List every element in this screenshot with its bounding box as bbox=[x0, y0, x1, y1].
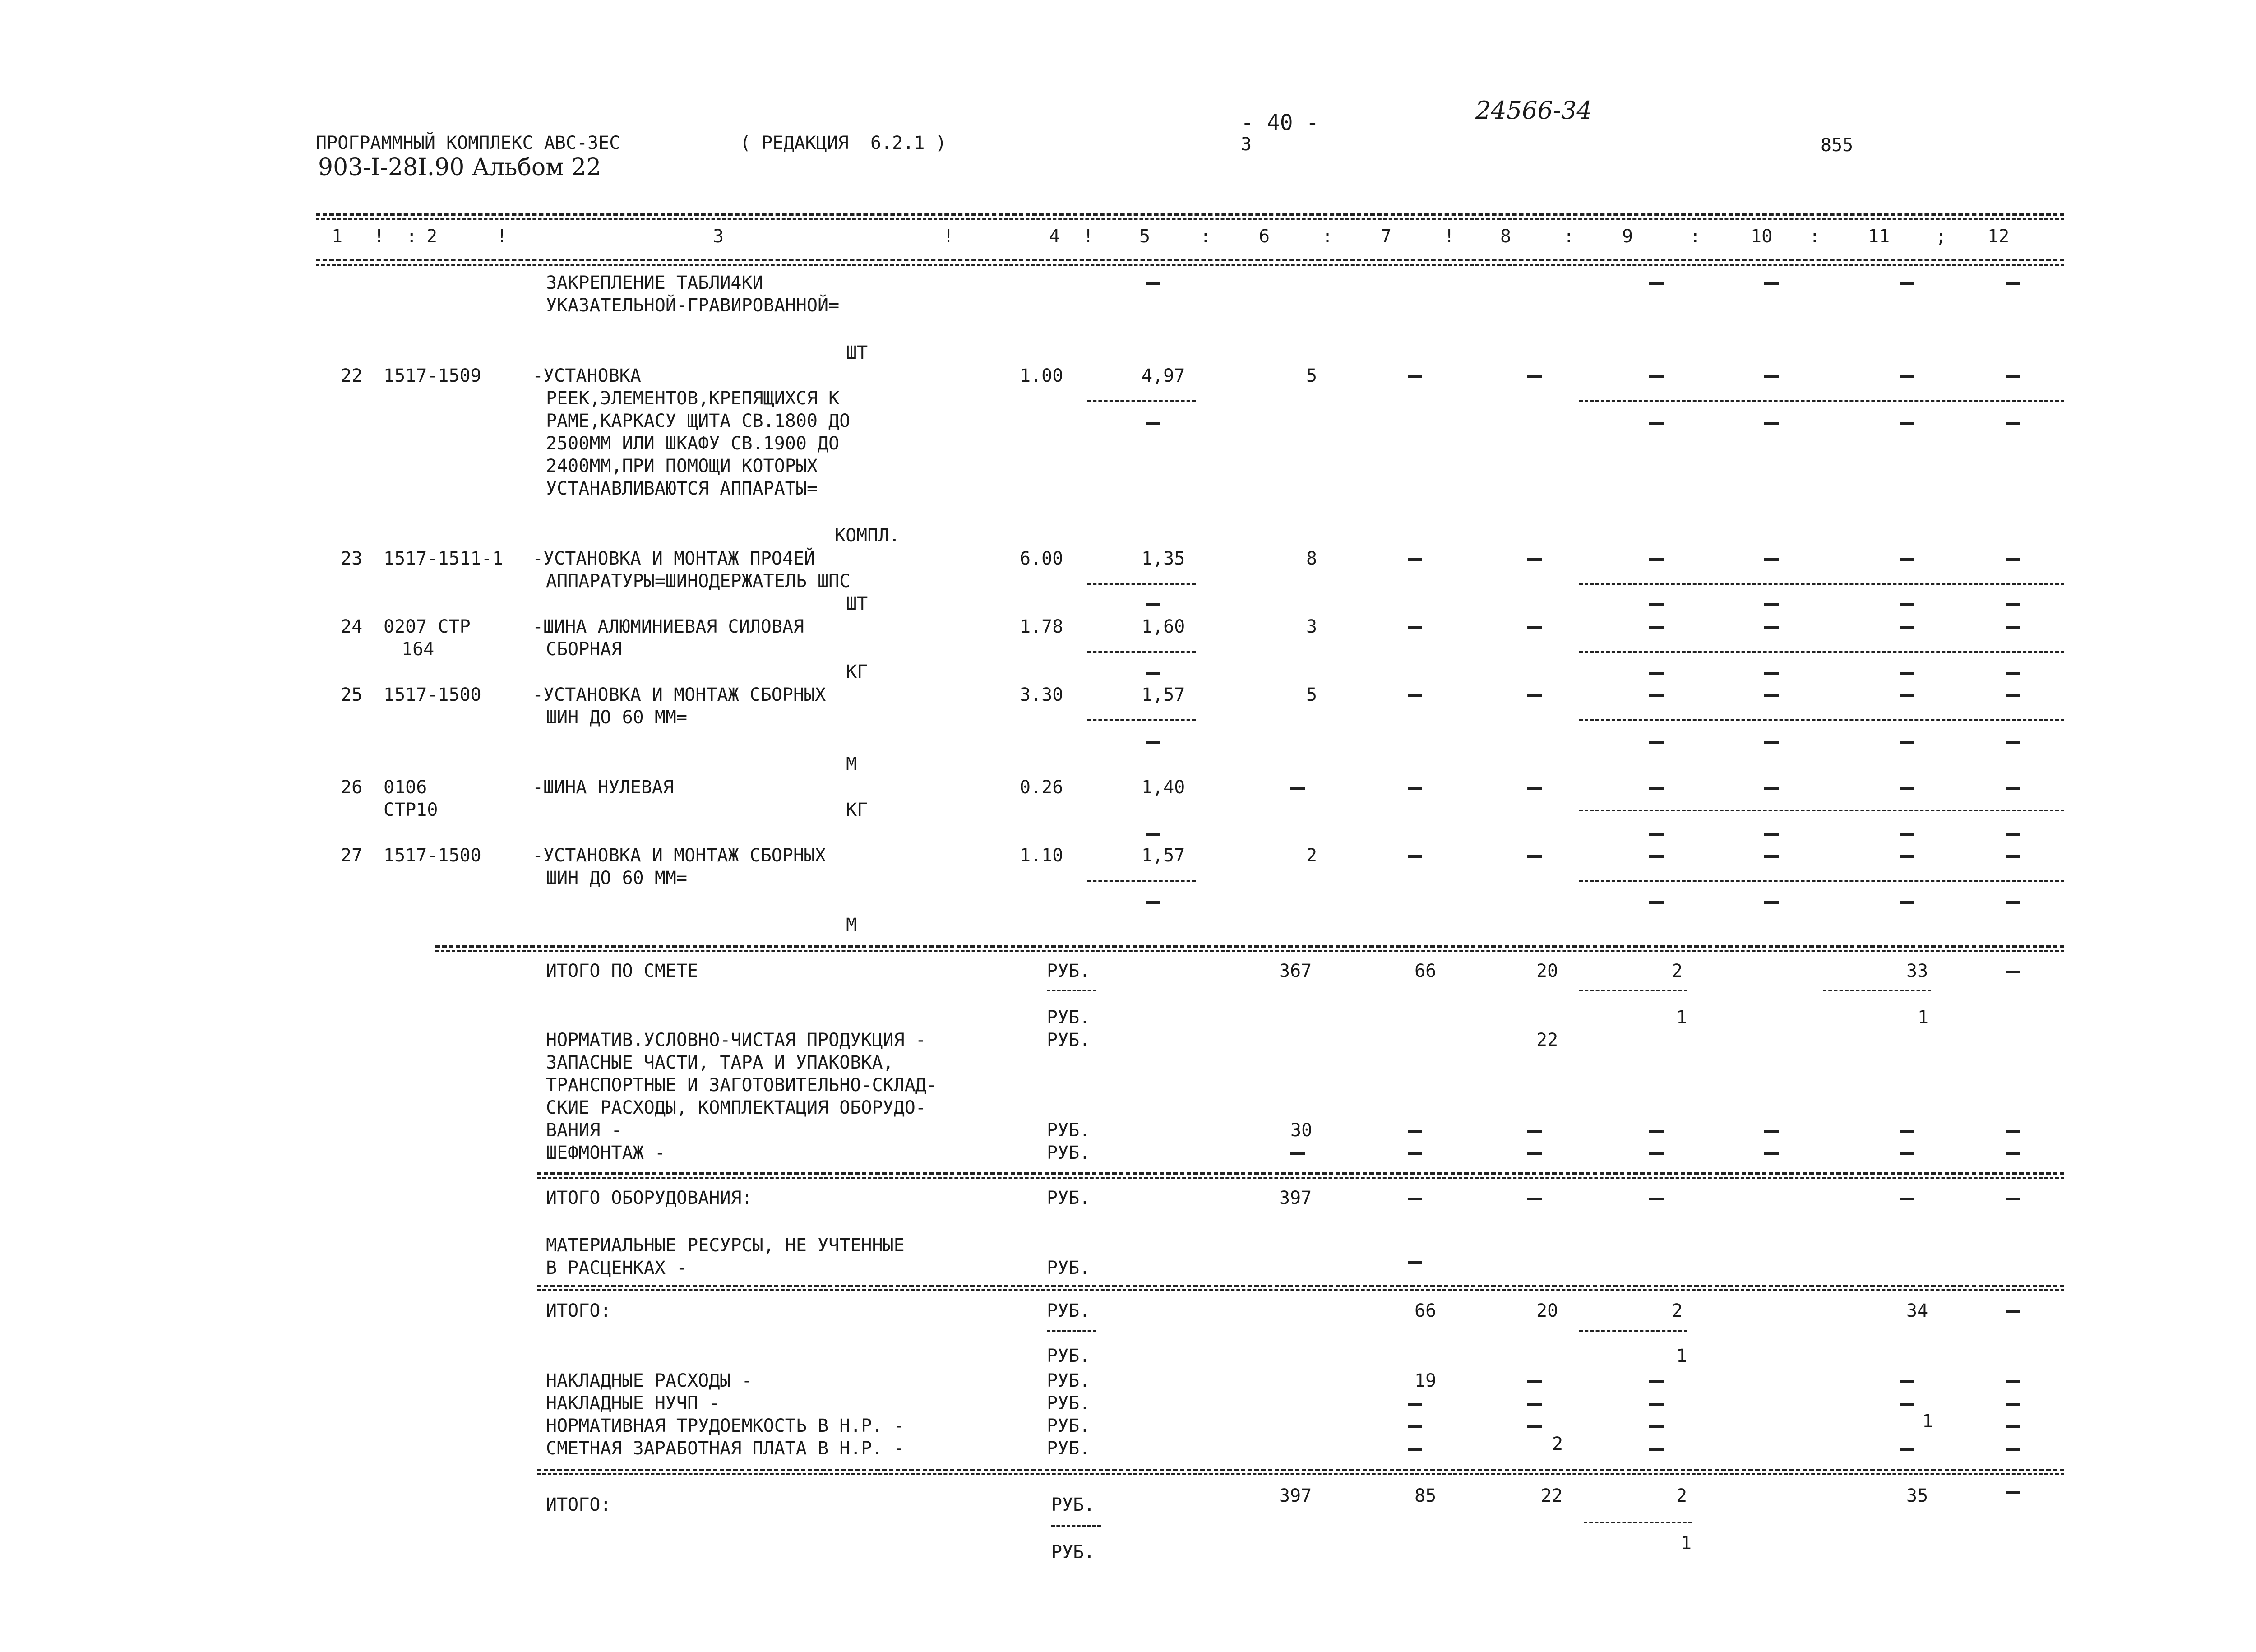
row-description: -УСТАНОВКА И МОНТАЖ ПРО4ЕЙ bbox=[532, 548, 815, 569]
total-cell: 19 bbox=[1415, 1370, 1437, 1391]
dash-mark bbox=[1408, 1261, 1422, 1264]
row-unit: М bbox=[846, 754, 857, 775]
column-header-cell: 2 bbox=[426, 226, 438, 247]
row-description: ШИН ДО 60 ММ= bbox=[546, 868, 688, 888]
norm-label: ТРАНСПОРТНЫЕ И ЗАГОТОВИТЕЛЬНО-СКЛАД- bbox=[546, 1075, 937, 1096]
row-code: 1517-1511-1 bbox=[384, 548, 503, 569]
rule bbox=[537, 1473, 2064, 1475]
row-code: 1517-1500 bbox=[384, 685, 481, 705]
total-cell: 20 bbox=[1536, 961, 1558, 981]
currency-label: РУБ. bbox=[1047, 1370, 1091, 1391]
equipment-total-label: ИТОГО ОБОРУДОВАНИЯ: bbox=[546, 1188, 753, 1208]
total-cell: 20 bbox=[1536, 1300, 1558, 1321]
currency-label: РУБ. bbox=[1047, 1143, 1091, 1163]
currency-label: РУБ. bbox=[1051, 1495, 1095, 1515]
separator: : bbox=[1563, 226, 1575, 247]
column-header-cell: 10 bbox=[1751, 226, 1773, 247]
total-cell: 34 bbox=[1906, 1300, 1928, 1321]
currency-label: РУБ. bbox=[1047, 1258, 1091, 1278]
column-header-cell: 3 bbox=[713, 226, 724, 247]
total-cell: 2 bbox=[1552, 1434, 1563, 1454]
code-number: 855 bbox=[1821, 135, 1854, 156]
rule bbox=[435, 950, 2064, 952]
overhead-label: НОРМАТИВНАЯ ТРУДОЕМКОСТЬ В Н.Р. - bbox=[546, 1416, 905, 1436]
row-unit: КОМПЛ. bbox=[835, 525, 900, 546]
separator: ! : bbox=[374, 226, 417, 247]
row-description: РЕЕК,ЭЛЕМЕНТОВ,КРЕПЯЩИХСЯ К bbox=[546, 388, 840, 409]
cell-quantity: 1.00 bbox=[1020, 366, 1063, 386]
row-description: ЗАКРЕПЛЕНИЕ ТАБЛИ4КИ bbox=[546, 273, 763, 293]
overhead-label: НАКЛАДНЫЕ НУЧП - bbox=[546, 1393, 720, 1414]
row-description: 2400ММ,ПРИ ПОМОЩИ КОТОРЫХ bbox=[546, 456, 818, 477]
separator: ! bbox=[496, 226, 508, 247]
separator: ; bbox=[1936, 226, 1947, 247]
cell-rule bbox=[1823, 990, 1931, 991]
total-cell: 2 bbox=[1672, 1300, 1683, 1321]
total-cell: 2 bbox=[1676, 1485, 1687, 1506]
rule bbox=[316, 264, 2064, 266]
column-header-cell: 7 bbox=[1381, 226, 1392, 247]
row-number: 23 bbox=[341, 548, 363, 569]
row-code: 0207 СТР bbox=[384, 616, 471, 637]
rule bbox=[537, 1285, 2064, 1287]
album-title: 903-I-28I.90 Альбом 22 bbox=[318, 154, 601, 181]
row-number: 24 bbox=[341, 616, 363, 637]
currency-label: РУБ. bbox=[1047, 1438, 1091, 1459]
row-code: 1517-1509 bbox=[384, 366, 481, 386]
norm-label: ЗАПАСНЫЕ ЧАСТИ, ТАРА И УПАКОВКА, bbox=[546, 1052, 894, 1073]
total-cell: 85 bbox=[1415, 1485, 1437, 1506]
row-number: 25 bbox=[341, 685, 363, 705]
cell-total: 2 bbox=[1306, 845, 1318, 866]
total-cell: 30 bbox=[1290, 1120, 1313, 1141]
column-header-cell: 11 bbox=[1868, 226, 1890, 247]
separator: ! bbox=[943, 226, 954, 247]
dash-mark bbox=[2006, 1310, 2020, 1313]
currency-label: РУБ. bbox=[1047, 1007, 1091, 1028]
cell-quantity: 0.26 bbox=[1020, 777, 1063, 798]
row-description: 2500ММ ИЛИ ШКАФУ СВ.1900 ДО bbox=[546, 433, 840, 454]
cell-rule bbox=[1579, 880, 2064, 882]
currency-label: РУБ. bbox=[1047, 961, 1091, 981]
shef-label: ШЕФМОНТАЖ - bbox=[546, 1143, 666, 1163]
column-header-cell: 1 bbox=[332, 226, 343, 247]
currency-label: РУБ. bbox=[1047, 1346, 1091, 1366]
total-cell: 66 bbox=[1415, 961, 1437, 981]
column-header-cell: 5 bbox=[1139, 226, 1151, 247]
rule bbox=[537, 1289, 2064, 1291]
row-number: 26 bbox=[341, 777, 363, 798]
overhead-label: НАКЛАДНЫЕ РАСХОДЫ - bbox=[546, 1370, 753, 1391]
total-cell: 1 bbox=[1922, 1411, 1933, 1432]
rule bbox=[537, 1177, 2064, 1179]
cell-rule bbox=[1579, 651, 2064, 653]
program-title: ПРОГРАММНЫЙ КОМПЛЕКС АВС-3ЕС bbox=[316, 133, 620, 153]
row-code: СТР10 bbox=[384, 800, 438, 820]
row-code: 0106 bbox=[384, 777, 427, 798]
total-cell: 33 bbox=[1906, 961, 1928, 981]
row-unit: ШТ bbox=[846, 593, 868, 614]
cell-price: 1,60 bbox=[1142, 616, 1185, 637]
total-cell: 367 bbox=[1279, 961, 1312, 981]
dash-mark bbox=[2006, 1491, 2020, 1494]
page-number: - 40 - bbox=[1241, 110, 1319, 135]
cell-total: 5 bbox=[1306, 366, 1318, 386]
row-unit: КГ bbox=[846, 662, 868, 682]
row-description: АППАРАТУРЫ=ШИНОДЕРЖАТЕЛЬ ШПС bbox=[546, 571, 851, 592]
separator: ! bbox=[1083, 226, 1094, 247]
cell-rule bbox=[1051, 1525, 1101, 1527]
cell-rule bbox=[1579, 400, 2064, 402]
cell-rule bbox=[1087, 651, 1196, 653]
separator: : bbox=[1200, 226, 1211, 247]
norm-label: ВАНИЯ - bbox=[546, 1120, 622, 1141]
cell-rule bbox=[1579, 990, 1687, 991]
edition: ( РЕДАКЦИЯ 6.2.1 ) bbox=[740, 133, 947, 153]
rule bbox=[537, 1172, 2064, 1175]
total-estimate-label: ИТОГО ПО СМЕТЕ bbox=[546, 961, 698, 981]
cell-rule bbox=[1579, 1330, 1687, 1332]
norm-label: НОРМАТИВ.УСЛОВНО-ЧИСТАЯ ПРОДУКЦИЯ - bbox=[546, 1030, 926, 1050]
currency-label: РУБ. bbox=[1047, 1300, 1091, 1321]
cell-rule bbox=[1087, 880, 1196, 882]
page-sub-mark: 3 bbox=[1241, 134, 1252, 155]
column-header-cell: 8 bbox=[1500, 226, 1512, 247]
cell-price: 4,97 bbox=[1142, 366, 1185, 386]
overhead-label: СМЕТНАЯ ЗАРАБОТНАЯ ПЛАТА В Н.Р. - bbox=[546, 1438, 905, 1459]
column-header-cell: 6 bbox=[1259, 226, 1270, 247]
total-cell: 1 bbox=[1918, 1007, 1929, 1028]
currency-label: РУБ. bbox=[1051, 1542, 1095, 1563]
cell-price: 1,57 bbox=[1142, 685, 1185, 705]
separator: : bbox=[1322, 226, 1333, 247]
cell-total: 5 bbox=[1306, 685, 1318, 705]
row-description: СБОРНАЯ bbox=[546, 639, 622, 660]
materials-label: МАТЕРИАЛЬНЫЕ РЕСУРСЫ, НЕ УЧТЕННЫЕ bbox=[546, 1235, 905, 1256]
row-unit: ШТ bbox=[846, 342, 868, 363]
row-description: -ШИНА АЛЮМИНИЕВАЯ СИЛОВАЯ bbox=[532, 616, 804, 637]
currency-label: РУБ. bbox=[1047, 1416, 1091, 1436]
total-cell: 397 bbox=[1279, 1485, 1312, 1506]
cell-rule bbox=[1087, 583, 1196, 585]
currency-label: РУБ. bbox=[1047, 1030, 1091, 1050]
row-number: 27 bbox=[341, 845, 363, 866]
cell-quantity: 6.00 bbox=[1020, 548, 1063, 569]
row-description: -УСТАНОВКА И МОНТАЖ СБОРНЫХ bbox=[532, 685, 826, 705]
total-cell: 22 bbox=[1541, 1485, 1563, 1506]
cell-rule bbox=[1584, 1522, 1692, 1523]
row-number: 22 bbox=[341, 366, 363, 386]
total-cell: 1 bbox=[1676, 1007, 1687, 1028]
cell-rule bbox=[1047, 990, 1096, 991]
row-description: УСТАНАВЛИВАЮТСЯ АППАРАТЫ= bbox=[546, 478, 818, 499]
separator: ! bbox=[1444, 226, 1455, 247]
norm-label: СКИЕ РАСХОДЫ, КОМПЛЕКТАЦИЯ ОБОРУДО- bbox=[546, 1097, 926, 1118]
dash-mark bbox=[2006, 971, 2020, 973]
currency-label: РУБ. bbox=[1047, 1188, 1091, 1208]
column-header-cell: 4 bbox=[1049, 226, 1060, 247]
rule bbox=[316, 213, 2064, 216]
row-description: ШИН ДО 60 ММ= bbox=[546, 707, 688, 728]
row-unit: КГ bbox=[846, 800, 868, 820]
rule bbox=[435, 945, 2064, 948]
row-description: -УСТАНОВКА bbox=[532, 366, 641, 386]
cell-total: 3 bbox=[1306, 616, 1318, 637]
cell-rule bbox=[1579, 583, 2064, 585]
row-description: -ШИНА НУЛЕВАЯ bbox=[532, 777, 674, 798]
row-description: УКАЗАТЕЛЬНОЙ-ГРАВИРОВАННОЙ= bbox=[546, 295, 840, 316]
row-code: 164 bbox=[402, 639, 435, 660]
row-description: -УСТАНОВКА И МОНТАЖ СБОРНЫХ bbox=[532, 845, 826, 866]
cell-rule bbox=[1579, 719, 2064, 721]
cell-price: 1,35 bbox=[1142, 548, 1185, 569]
cell-quantity: 1.78 bbox=[1020, 616, 1063, 637]
row-description: РАМЕ,КАРКАСУ ЩИТА СВ.1800 ДО bbox=[546, 411, 851, 431]
currency-label: РУБ. bbox=[1047, 1393, 1091, 1414]
column-header-cell: 9 bbox=[1622, 226, 1633, 247]
cell-price: 1,40 bbox=[1142, 777, 1185, 798]
total-cell: 397 bbox=[1279, 1188, 1312, 1208]
separator: : bbox=[1690, 226, 1701, 247]
separator: : bbox=[1809, 226, 1821, 247]
cell-rule bbox=[1047, 1330, 1096, 1332]
rule bbox=[316, 218, 2064, 220]
cell-total: 8 bbox=[1306, 548, 1318, 569]
total-cell: 66 bbox=[1415, 1300, 1437, 1321]
rule bbox=[537, 1469, 2064, 1471]
grand-total-label: ИТОГО: bbox=[546, 1495, 611, 1515]
total-cell: 1 bbox=[1676, 1346, 1687, 1366]
subtotal-label: ИТОГО: bbox=[546, 1300, 611, 1321]
cell-rule bbox=[1579, 810, 2064, 811]
materials-label: В РАСЦЕНКАХ - bbox=[546, 1258, 688, 1278]
handwritten-number: 24566-34 bbox=[1475, 96, 1592, 125]
column-header-cell: 12 bbox=[1988, 226, 2010, 247]
row-unit: М bbox=[846, 915, 857, 935]
total-cell: 22 bbox=[1536, 1030, 1558, 1050]
currency-label: РУБ. bbox=[1047, 1120, 1091, 1141]
cell-rule bbox=[1087, 400, 1196, 402]
total-cell: 2 bbox=[1672, 961, 1683, 981]
rule bbox=[316, 259, 2064, 261]
total-cell: 35 bbox=[1906, 1485, 1928, 1506]
row-code: 1517-1500 bbox=[384, 845, 481, 866]
cell-quantity: 1.10 bbox=[1020, 845, 1063, 866]
total-cell: 1 bbox=[1681, 1533, 1692, 1554]
cell-rule bbox=[1087, 719, 1196, 721]
cell-price: 1,57 bbox=[1142, 845, 1185, 866]
cell-quantity: 3.30 bbox=[1020, 685, 1063, 705]
